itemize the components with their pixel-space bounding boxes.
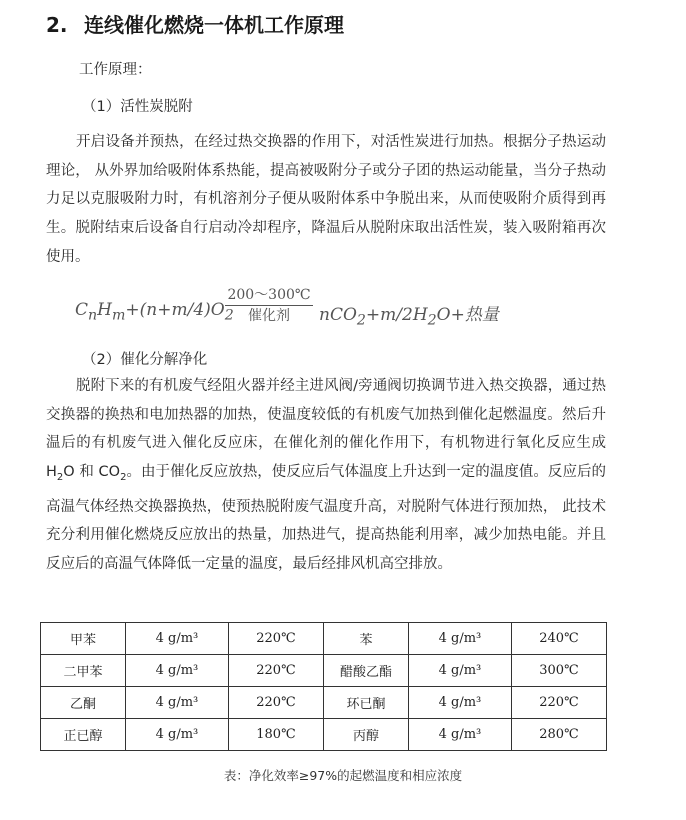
table-row — [41, 623, 607, 655]
table-row — [41, 719, 607, 751]
concentration-cell: 4 g/m³ — [408, 687, 511, 719]
ignition-temperature-cell: 220℃ — [511, 687, 606, 719]
table-row — [41, 655, 607, 687]
heading-text: 连线催化燃烧一体机工作原理 — [84, 13, 344, 37]
concentration-cell: 4 g/m³ — [126, 719, 229, 751]
ignition-temperature-cell: 220℃ — [228, 655, 323, 687]
substance-name-cell: 苯 — [323, 623, 408, 655]
formula-condition-temperature: 200～300℃ — [227, 287, 311, 303]
substance-name-cell: 环已酮 — [323, 687, 408, 719]
concentration-cell: 4 g/m³ — [126, 623, 229, 655]
table-caption: 表：净化效率≥97%的起燃温度和相应浓度 — [223, 768, 463, 783]
formula-condition — [225, 286, 313, 326]
concentration-cell: 4 g/m³ — [408, 719, 511, 751]
formula-condition-catalyst: 催化剂 — [248, 308, 290, 324]
concentration-cell: 4 g/m³ — [408, 655, 511, 687]
formula-rhs: $nCO_2+m/2H_2O+$热量 — [319, 305, 499, 329]
chem-co2: $CO_2$ — [98, 464, 127, 483]
substance-name-cell: 醋酸乙酯 — [323, 655, 408, 687]
work-principle-label: 工作原理： — [79, 62, 152, 78]
substance-name-cell: 乙酮 — [41, 687, 126, 719]
section-heading — [46, 9, 344, 38]
reaction-formula — [75, 286, 505, 334]
substance-name-cell: 二甲苯 — [41, 655, 126, 687]
concentration-cell: 4 g/m³ — [408, 623, 511, 655]
paragraph-catalytic-part1: 脱附下来的有机废气经阻火器并经主进风阀/旁通阀切换调节进入热交换器，通过热交换器的换热和电加热器的加热，使温度较低的有机废气加热到催化起燃温度。然后升温后的有机废气进入催化反应床，在催化剂的催化作用下，有机物进行氧化反应生成 — [46, 378, 606, 452]
concentration-cell: 4 g/m³ — [126, 687, 229, 719]
formula-lhs: $C_nH_m+(n+m/4)O_2$ — [75, 300, 234, 324]
ignition-temperature-table — [40, 622, 607, 751]
substance-name-cell: 丙醇 — [323, 719, 408, 751]
subsection-title-1: （1）活性炭脱附 — [82, 99, 193, 115]
chem-and: 和 — [74, 464, 99, 481]
heading-number: 2. — [46, 13, 68, 37]
subsection-title-2: （2）催化分解净化 — [82, 352, 208, 368]
paragraph-catalytic — [46, 372, 606, 579]
paragraph-desorption: 开启设备并预热，在经过热交换器的作用下，对活性炭进行加热。根据分子热运动理论， 从外界加给吸附体系热能，提高被吸附分子或分子团的热运动能量，当分子热动力足以克服吸附力时，有机溶剂分子便从吸附体系中争脱出来，从而使吸附介质得到再生。脱附结束后设备自行启动冷却程序，降温后从脱附床取出活性炭，装入吸附箱再次使用。 — [46, 134, 606, 265]
ignition-temperature-cell: 300℃ — [511, 655, 606, 687]
ignition-temperature-cell: 220℃ — [228, 623, 323, 655]
ignition-temperature-cell: 280℃ — [511, 719, 606, 751]
chem-h2o: $H_2O$ — [46, 464, 75, 483]
paragraph-catalytic-part2: 。由于催化反应放热，使反应后气体温度上升达到一定的温度值。反应后的高温气体经热交换器换热，使预热脱附废气温度升高，对脱附气体进行预加热， 此技术充分利用催化燃烧反应放出的热量，加热进气，提高热能利用率，减少加热电能。并且反应后的高温气体降低一定量的温度，最后经排风机高空排放。 — [46, 464, 607, 573]
concentration-cell: 4 g/m³ — [126, 655, 229, 687]
ignition-temperature-cell: 220℃ — [228, 687, 323, 719]
substance-name-cell: 正已醇 — [41, 719, 126, 751]
ignition-temperature-cell: 240℃ — [511, 623, 606, 655]
ignition-temperature-cell: 180℃ — [228, 719, 323, 751]
substance-name-cell: 甲苯 — [41, 623, 126, 655]
table-row — [41, 687, 607, 719]
